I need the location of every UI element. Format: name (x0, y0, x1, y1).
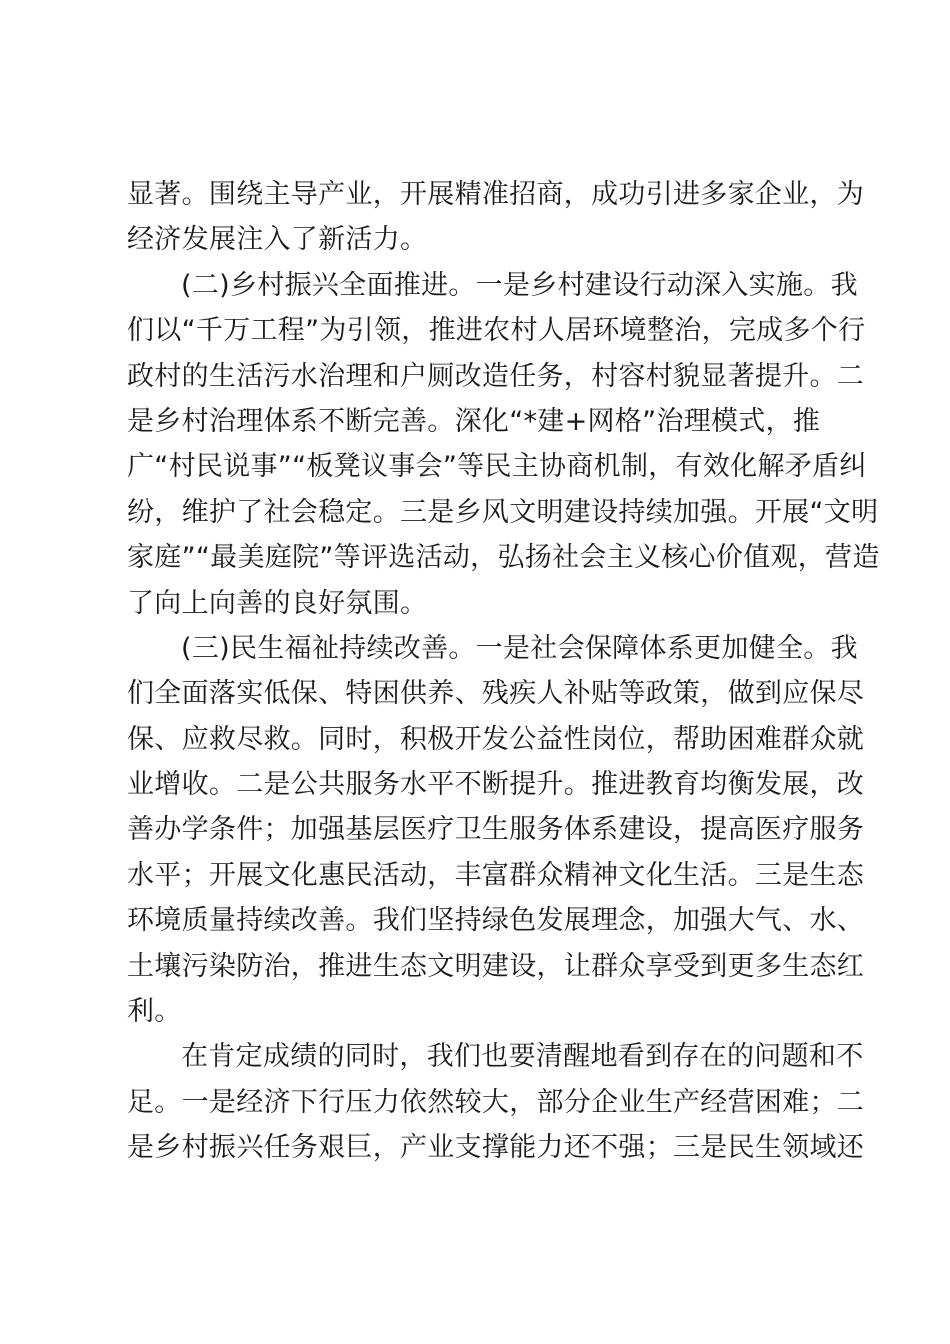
text-line: 显著。围绕主导产业，开展精准招商，成功引进多家企业，为 (127, 179, 865, 210)
text-line: 了向上向善的良好氛围。 (127, 587, 428, 619)
text-line: 环境质量持续改善。我们坚持绿色发展理念，加强大气、水、 (127, 905, 865, 937)
text-line: 善办学条件；加强基层医疗卫生服务体系建设，提高医疗服务 (127, 814, 865, 846)
text-line: 是乡村振兴任务艰巨，产业支撑能力还不强；三是民生领域还 (127, 1132, 865, 1164)
text-line: 土壤污染防治，推进生态文明建设，让群众享受到更多生态红 (127, 950, 865, 982)
text-line: 利。 (127, 996, 182, 1028)
paragraph-first-line: (三)民生福祉持续改善。一是社会保障体系更加健全。我 (181, 632, 858, 664)
text-line: 们以“千万工程”为引领，推进农村人居环境整治，完成多个行 (127, 315, 866, 347)
text-line: 家庭”“最美庭院”等评选活动，弘扬社会主义核心价值观，营造 (127, 542, 880, 574)
text-line: 是乡村治理体系不断完善。深化“*建+网格”治理模式，推 (127, 405, 821, 437)
text-line: 广“村民说事”“板凳议事会”等民主协商机制，有效化解矛盾纠 (127, 451, 867, 483)
text-line: 足。一是经济下行压力依然较大，部分企业生产经营困难；二 (127, 1086, 865, 1118)
text-line: 们全面落实低保、特困供养、残疾人补贴等政策，做到应保尽 (127, 678, 865, 710)
text-line: 纷，维护了社会稳定。三是乡风文明建设持续加强。开展“文明 (127, 496, 879, 528)
body-text (127, 172, 880, 1171)
text-line: 政村的生活污水治理和户厕改造任务，村容村貌显著提升。二 (127, 360, 865, 392)
text-line: 经济发展注入了新活力。 (127, 224, 428, 256)
text-line: 保、应救尽救。同时，积极开发公益性岗位，帮助困难群众就 (127, 723, 865, 755)
paragraph-first-line: (二)乡村振兴全面推进。一是乡村建设行动深入实施。我 (181, 269, 858, 301)
text-line: 业增收。二是公共服务水平不断提升。推进教育均衡发展，改 (127, 769, 865, 801)
text-line: 水平；开展文化惠民活动，丰富群众精神文化生活。三是生态 (127, 859, 865, 891)
paragraph-first-line: 在肯定成绩的同时，我们也要清醒地看到存在的问题和不 (181, 1041, 864, 1073)
